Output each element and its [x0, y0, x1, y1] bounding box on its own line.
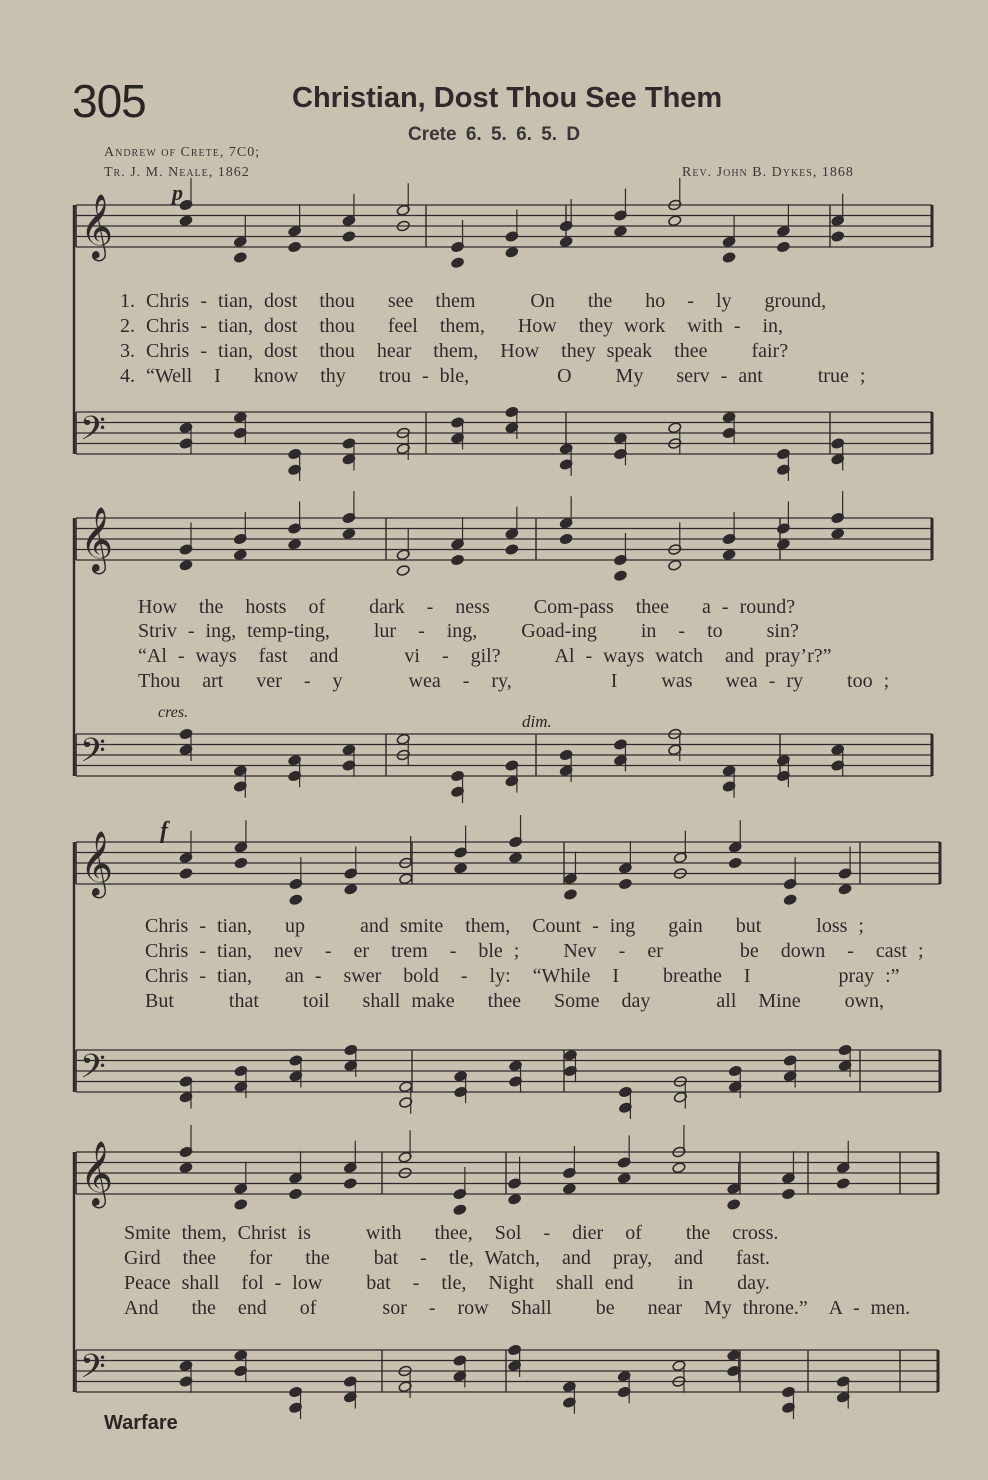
note-head	[288, 1188, 302, 1200]
note-head	[563, 889, 577, 901]
dynamic-crescendo: cres.	[158, 704, 189, 721]
note-head	[613, 570, 627, 582]
note-head	[453, 1204, 467, 1216]
dynamic-piano: p	[172, 180, 183, 205]
note-head	[672, 1162, 686, 1174]
note-head	[559, 533, 573, 545]
note-head	[289, 894, 303, 906]
note-head	[343, 1178, 357, 1190]
note-head	[559, 236, 573, 248]
note-head	[342, 231, 356, 243]
note-head	[508, 852, 522, 864]
note-head	[233, 549, 247, 561]
note-head	[342, 528, 356, 540]
note-head	[179, 1162, 193, 1174]
note-head	[505, 544, 519, 556]
lyric-line: Chris - tian, an - swer bold - ly: “While I breathe I pray :”	[145, 965, 900, 987]
treble-clef-icon: 𝄞	[80, 507, 114, 572]
treble-clef-icon: 𝄞	[80, 831, 114, 896]
lyric-line: Thou art ver - y wea - ry, I was wea - ry too ;	[138, 670, 890, 692]
note-head	[179, 215, 193, 227]
note-head	[179, 868, 193, 880]
lyric-line: “Al - ways fast and vi - gil? Al - ways watch and pray’r?”	[138, 645, 832, 667]
note-head	[776, 538, 790, 550]
note-head	[562, 1183, 576, 1195]
composer-credit: Rev. John B. Dykes, 1868	[682, 165, 854, 180]
hymn-category: Warfare	[104, 1412, 178, 1434]
note-head	[344, 883, 358, 895]
note-head	[668, 215, 682, 227]
note-head	[396, 565, 410, 577]
lyric-line: Smite them, Christ is with thee, Sol - dier of the cross.	[124, 1222, 779, 1244]
note-head	[505, 246, 519, 258]
hymn-number: 305	[72, 75, 146, 127]
note-head	[288, 538, 302, 550]
lyric-line: Chris - tian, up and smite them, Count - ing gain but loss ;	[145, 915, 864, 937]
bass-clef-icon: 𝄢	[80, 1048, 106, 1094]
note-head	[234, 1199, 248, 1211]
note-head	[454, 862, 468, 874]
note-head	[508, 1193, 522, 1205]
lyric-line: 4. “Well I know thy trou - ble, O My serv - ant true ;	[120, 365, 866, 387]
note-head	[728, 857, 742, 869]
note-head	[234, 857, 248, 869]
note-head	[831, 528, 845, 540]
note-head	[618, 878, 632, 890]
lyric-line: And the end of sor - row Shall be near My throne.” A - men.	[124, 1297, 911, 1319]
note-head	[838, 883, 852, 895]
note-head	[288, 241, 302, 253]
note-head	[617, 1172, 631, 1184]
text-author-credit: Andrew of Crete, 7C0;	[104, 145, 261, 160]
note-head	[722, 549, 736, 561]
note-head	[776, 241, 790, 253]
note-head	[179, 559, 193, 571]
lyric-line: How the hosts of dark - ness Com-pass thee a - round?	[138, 596, 796, 618]
lyric-line: Gird thee for the bat - tle, Watch, and pray, and fast.	[124, 1247, 770, 1269]
note-head	[781, 1188, 795, 1200]
treble-clef-icon: 𝄞	[80, 194, 114, 259]
note-head	[836, 1178, 850, 1190]
lyric-line: Chris - tian, nev - er trem - ble ; Nev - er be down - cast ;	[145, 940, 924, 962]
bass-clef-icon: 𝄢	[80, 1348, 106, 1394]
note-head	[783, 894, 797, 906]
note-head	[399, 873, 413, 885]
note-head	[668, 559, 682, 571]
note-head	[450, 554, 464, 566]
lyric-line: 3. Chris - tian, dost thou hear them, How they speak thee fair?	[120, 340, 789, 362]
lyric-line: But that toil shall make thee Some day all Mine own,	[145, 990, 885, 1012]
dynamic-forte: f	[160, 818, 168, 844]
lyric-line: Striv - ing, temp-ting, lur - ing, Goad-ing in - to sin?	[138, 620, 799, 642]
lyric-line: 2. Chris - tian, dost thou feel them, How they work with - in,	[120, 315, 784, 337]
note-head	[450, 257, 464, 269]
tune-meter: Crete 6. 5. 6. 5. D	[408, 124, 581, 145]
note-head	[831, 231, 845, 243]
lyric-line: 1. Chris - tian, dost thou see them On the ho - ly ground,	[120, 290, 827, 312]
bass-clef-icon: 𝄢	[80, 410, 106, 456]
bass-clef-icon: 𝄢	[80, 732, 106, 778]
note-head	[722, 252, 736, 264]
note-head	[613, 225, 627, 237]
note-head	[233, 252, 247, 264]
lyric-line: Peace shall fol - low bat - tle, Night shall end in day.	[124, 1272, 770, 1294]
treble-clef-icon: 𝄞	[80, 1141, 114, 1206]
translator-credit: Tr. J. M. Neale, 1862	[104, 165, 250, 180]
note-head	[727, 1199, 741, 1211]
dynamic-diminuendo: dim.	[522, 712, 552, 731]
hymn-title: Christian, Dost Thou See Them	[292, 82, 723, 114]
